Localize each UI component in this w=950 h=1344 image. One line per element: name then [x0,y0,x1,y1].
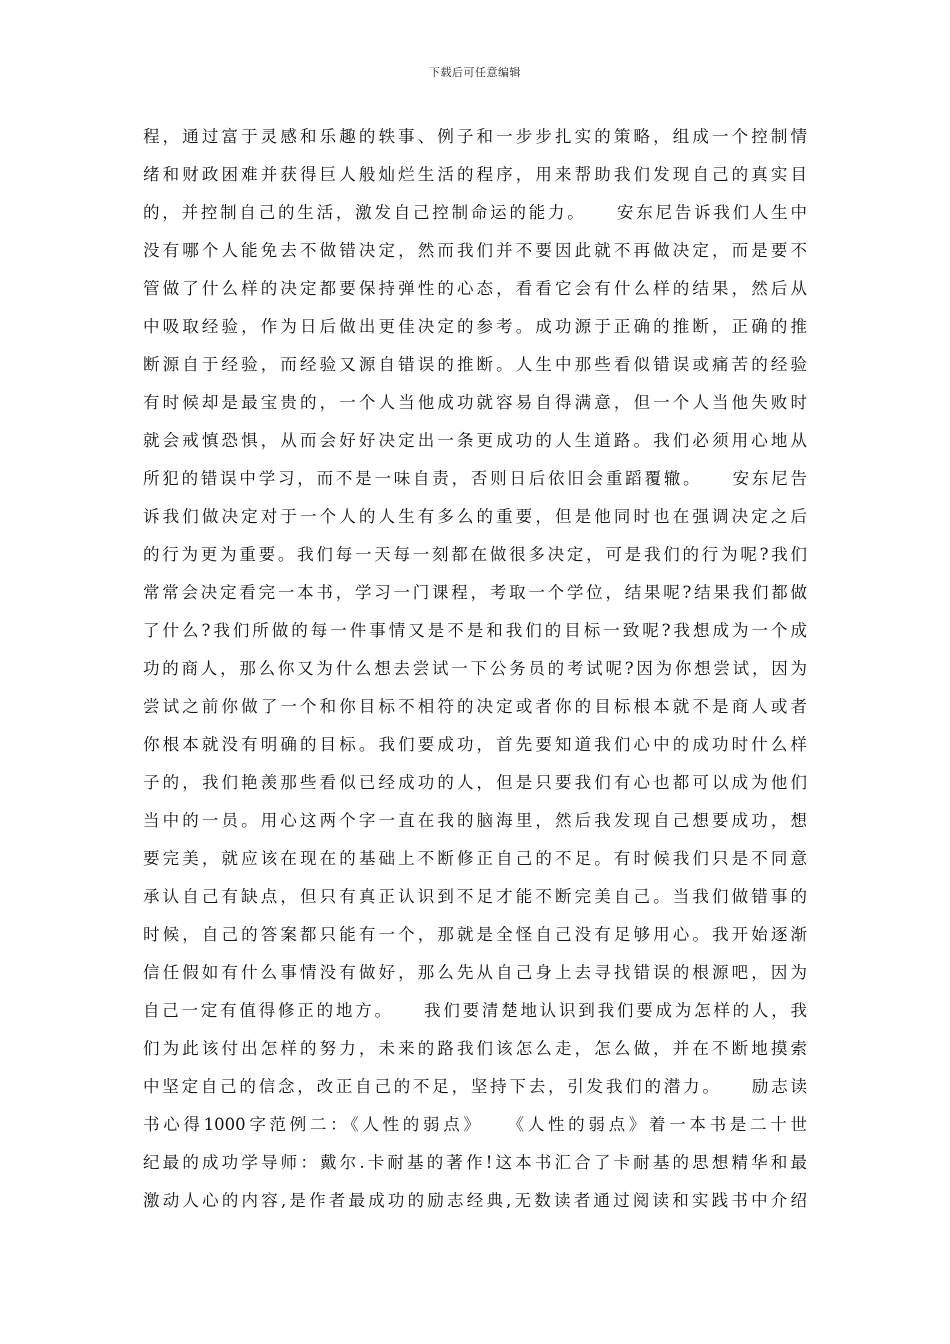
text-line: 没有哪个人能免去不做错决定，然而我们并不要因此就不再做决定，而是要不 [143,241,807,260]
text-line: 子的，我们艳羡那些看似已经成功的人，但是只要我们有心也都可以成为他们 [143,773,807,792]
text-line: 中吸取经验，作为日后做出更佳决定的参考。成功源于正确的推断，正确的推 [143,317,807,336]
body-text [143,118,807,1220]
text-line: 当中的一员。用心这两个字一直在我的脑海里，然后我发现自己想要成功，想 [143,811,807,830]
text-line: 管做了什么样的决定都要保持弹性的心态，看看它会有什么样的结果，然后从 [143,279,807,298]
text-line: 程，通过富于灵感和乐趣的轶事、例子和一步步扎实的策略，组成一个控制情 [143,127,807,146]
text-line: 激动人心的内容,是作者最成功的励志经典,无数读者通过阅读和实践书中介绍 [143,1191,807,1210]
text-line: 常常会决定看完一本书，学习一门课程，考取一个学位，结果呢?结果我们都做 [143,583,807,602]
text-line: 们为此该付出怎样的努力，未来的路我们该怎么走，怎么做，并在不断地摸索 [143,1039,807,1058]
text-line: 有时候却是最宝贵的，一个人当他成功就容易自得满意，但一个人当他失败时 [143,393,807,412]
text-line: 要完美，就应该在现在的基础上不断修正自己的不足。有时候我们只是不同意 [143,849,807,868]
text-line: 就会戒慎恐惧，从而会好好决定出一条更成功的人生道路。我们必须用心地从 [143,431,807,450]
text-line: 时候，自己的答案都只能有一个，那就是全怪自己没有足够用心。我开始逐渐 [143,925,807,944]
text-line: 的行为更为重要。我们每一天每一刻都在做很多决定，可是我们的行为呢?我们 [143,545,807,564]
text-line: 所犯的错误中学习，而不是一味自责，否则日后依旧会重蹈覆辙。 安东尼告 [143,469,807,488]
text-line: 中坚定自己的信念，改正自己的不足，坚持下去，引发我们的潜力。 励志读 [143,1077,807,1096]
text-line: 纪最的成功学导师：戴尔.卡耐基的著作!这本书汇合了卡耐基的思想精华和最 [143,1153,807,1172]
text-line: 诉我们做决定对于一个人的人生有多么的重要，但是他同时也在强调决定之后 [143,507,807,526]
text-line: 的，并控制自己的生活，激发自己控制命运的能力。 安东尼告诉我们人生中 [143,203,807,222]
text-line: 信任假如有什么事情没有做好，那么先从自己身上去寻找错误的根源吧，因为 [143,963,807,982]
text-line: 断源自于经验，而经验又源自错误的推断。人生中那些看似错误或痛苦的经验 [143,355,807,374]
text-line: 绪和财政困难并获得巨人般灿烂生活的程序，用来帮助我们发现自己的真实目 [143,165,807,184]
text-line: 功的商人，那么你又为什么想去尝试一下公务员的考试呢?因为你想尝试，因为 [143,659,807,678]
text-line: 承认自己有缺点，但只有真正认识到不足才能不断完美自己。当我们做错事的 [143,887,807,906]
text-line: 尝试之前你做了一个和你目标不相符的决定或者你的目标根本就不是商人或者 [143,697,807,716]
text-line: 书心得1000字范例二：《人性的弱点》 《人性的弱点》着一本书是二十世 [143,1115,807,1134]
page-header: 下载后可任意编辑 [429,66,521,79]
text-line: 自己一定有值得修正的地方。 我们要清楚地认识到我们要成为怎样的人，我 [143,1001,807,1020]
text-line: 你根本就没有明确的目标。我们要成功，首先要知道我们心中的成功时什么样 [143,735,807,754]
text-line: 了什么?我们所做的每一件事情又是不是和我们的目标一致呢?我想成为一个成 [143,621,807,640]
